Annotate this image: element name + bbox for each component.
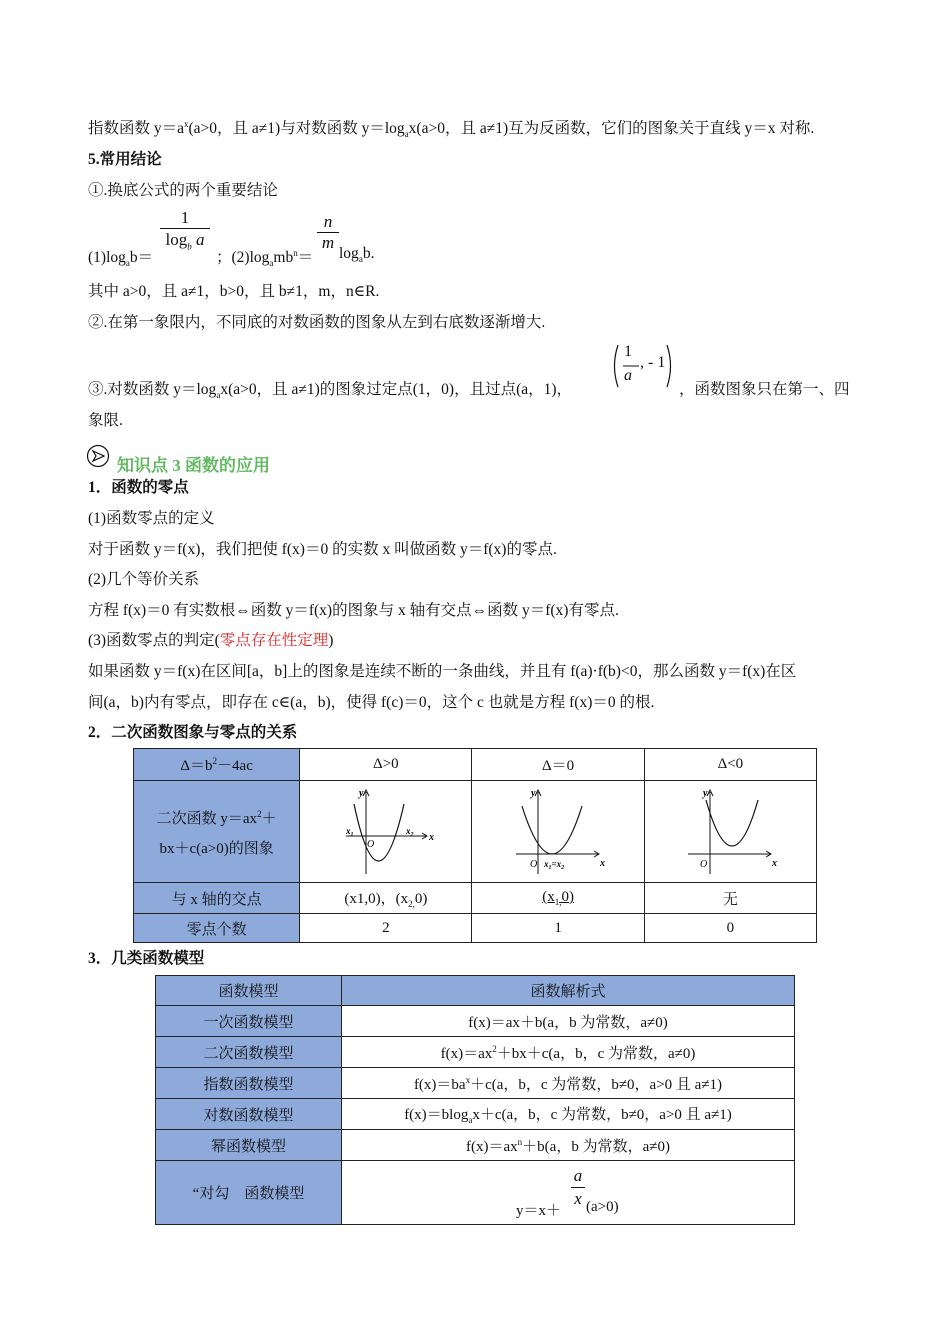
table-row bbox=[134, 883, 817, 914]
table-row bbox=[156, 1130, 795, 1161]
model-expression bbox=[342, 1161, 795, 1225]
table-row bbox=[156, 1006, 795, 1037]
model-name: 指数函数模型 bbox=[156, 1068, 342, 1099]
table-row bbox=[156, 976, 795, 1006]
table-row bbox=[156, 1037, 795, 1068]
text: 二次函数 y＝ax bbox=[156, 811, 258, 827]
denominator: x bbox=[574, 1188, 582, 1208]
formula-part-1 bbox=[88, 245, 153, 268]
text: ) bbox=[328, 632, 334, 649]
text: log bbox=[339, 245, 359, 262]
count-label: 零点个数 bbox=[134, 914, 300, 943]
sub: 2, bbox=[408, 899, 415, 909]
text: b. bbox=[362, 245, 375, 262]
zero-def-text: 对于函数 y＝f(x)，我们把使 f(x)＝0 的实数 x 叫做函数 y＝f(x)的零点. bbox=[88, 541, 557, 558]
text: bx＋c(a>0)的图象 bbox=[159, 841, 274, 857]
denominator: a bbox=[624, 367, 632, 384]
x-label: x bbox=[600, 857, 606, 869]
zero-theorem-title bbox=[88, 628, 333, 650]
sub: a bbox=[216, 390, 221, 401]
x1-label: $x_1$ bbox=[345, 825, 354, 838]
intersection-label: 与 x 轴的交点 bbox=[134, 883, 300, 914]
origin-label: O bbox=[366, 838, 375, 850]
text: f(x)＝ax bbox=[466, 1138, 518, 1155]
table-row bbox=[134, 781, 817, 883]
text: f(x)＝ax bbox=[440, 1045, 493, 1062]
sup: 2 bbox=[212, 756, 218, 766]
sub: b bbox=[187, 241, 192, 252]
text: (a>0，且 a≠1)与对数函数 y＝log bbox=[188, 120, 405, 137]
col-delta-negative: Δ<0 bbox=[644, 749, 816, 781]
text: a bbox=[195, 230, 205, 249]
numerator: 1 bbox=[180, 208, 190, 227]
count-zero: 0 bbox=[644, 914, 816, 943]
conclusion-3-tail: ，函数图象只在第一、四 bbox=[679, 381, 850, 398]
sub: a bbox=[404, 129, 409, 140]
x1-eq-x2-label: $x_1=x_2$ bbox=[544, 858, 565, 871]
graph-two-roots bbox=[300, 781, 472, 883]
text: ＋ bbox=[261, 811, 277, 827]
zero-def-title: (1)函数零点的定义 bbox=[88, 510, 215, 527]
formula-part-2 bbox=[216, 245, 313, 268]
conclusion-1-title: ①.换底公式的两个重要结论 bbox=[88, 182, 278, 199]
nike-expression bbox=[342, 1163, 794, 1223]
x-label: x bbox=[772, 857, 778, 869]
text: Δ＝b bbox=[180, 758, 213, 774]
text: m bbox=[273, 249, 286, 266]
model-name: “对勾 函数模型 bbox=[156, 1161, 342, 1225]
sub: a bbox=[125, 258, 130, 269]
x-label: x bbox=[428, 831, 434, 843]
heading-quadratic: 2．二次函数图象与零点的关系 bbox=[88, 724, 298, 741]
denominator bbox=[160, 228, 210, 251]
sup: 2 bbox=[257, 809, 262, 819]
model-name: 对数函数模型 bbox=[156, 1099, 342, 1130]
text: 指数函数 y＝a bbox=[88, 120, 185, 137]
header-expression: 函数解析式 bbox=[342, 976, 795, 1006]
sup: x bbox=[184, 118, 189, 129]
y-label: y bbox=[358, 787, 364, 799]
text: y＝x＋ bbox=[516, 1202, 562, 1219]
parabola-no-root-svg bbox=[680, 786, 780, 878]
text: f(x)＝blog bbox=[404, 1107, 469, 1123]
text: 0) bbox=[561, 889, 574, 905]
conclusion-2: ②.在第一象限内，不同底的对数函数的图象从左到右底数逐渐增大. bbox=[88, 314, 546, 331]
text: －4ac bbox=[217, 758, 253, 774]
text: 0) bbox=[414, 891, 428, 907]
graph-label bbox=[134, 781, 300, 883]
model-expression bbox=[342, 1099, 795, 1130]
heading-zero-points: 1．函数的零点 bbox=[88, 479, 189, 496]
sub: 1, bbox=[554, 897, 562, 907]
sup: n bbox=[293, 247, 298, 258]
fraction-1 bbox=[160, 208, 210, 251]
text: (x1,0)，(x bbox=[344, 891, 409, 907]
sub: a bbox=[358, 254, 363, 265]
table-row bbox=[134, 749, 817, 781]
text: f(x)＝ba bbox=[413, 1076, 466, 1093]
x2-label: $x_2$ bbox=[405, 825, 414, 838]
sub: a bbox=[468, 1115, 473, 1125]
delta-header bbox=[134, 749, 300, 781]
model-expression bbox=[342, 1130, 795, 1161]
graph-one-root bbox=[472, 781, 644, 883]
text: ；(2)log bbox=[216, 249, 270, 266]
graph-no-root bbox=[644, 781, 816, 883]
zero-theorem-text-2: 间(a，b)内有零点，即存在 c∈(a，b)，使得 f(c)＝0，这个 c 也就是方程 f(x)＝0 的根. bbox=[88, 694, 655, 711]
model-name: 一次函数模型 bbox=[156, 1006, 342, 1037]
intersection-two bbox=[300, 883, 472, 914]
text: b＝ bbox=[129, 249, 154, 266]
conclusion-3-end: 象限. bbox=[88, 412, 123, 429]
quadratic-table bbox=[133, 748, 817, 943]
denominator: m bbox=[317, 232, 339, 253]
fraction-2 bbox=[317, 212, 339, 253]
col-delta-zero: Δ＝0 bbox=[472, 749, 644, 781]
origin-label: O bbox=[700, 858, 708, 870]
equivalence-title: (2)几个等价关系 bbox=[88, 571, 200, 588]
count-one: 1 bbox=[472, 914, 644, 943]
model-name: 幂函数模型 bbox=[156, 1130, 342, 1161]
parabola-one-root-svg bbox=[508, 786, 608, 878]
knowledge-point-title: 知识点 3 函数的应用 bbox=[117, 456, 270, 475]
text: (a>0) bbox=[586, 1198, 619, 1215]
text: ＝ bbox=[297, 249, 314, 266]
sup: x bbox=[465, 1074, 471, 1085]
numerator: 1 bbox=[624, 343, 632, 360]
text: b bbox=[285, 249, 294, 266]
fraction-bar bbox=[571, 1187, 585, 1188]
text: x＋c(a，b，c 为常数，b≠0，a>0 且 a≠1) bbox=[472, 1107, 732, 1123]
arrow-circle-svg bbox=[86, 444, 112, 470]
section-title-conclusions: 5.常用结论 bbox=[88, 151, 162, 168]
sup: 2 bbox=[492, 1043, 497, 1054]
sup: n bbox=[517, 1136, 523, 1147]
conclusion-3 bbox=[88, 377, 572, 400]
table-row bbox=[134, 914, 817, 943]
text: (3)函数零点的判定( bbox=[88, 632, 220, 649]
text: , - 1 bbox=[640, 354, 666, 371]
model-name: 二次函数模型 bbox=[156, 1037, 342, 1068]
text: x(a>0，且 a≠1)的图象过定点(1，0)，且过点(a，1)， bbox=[220, 381, 573, 398]
text: (x bbox=[542, 889, 555, 905]
y-label: y bbox=[531, 787, 536, 799]
text: ＋c(a，b，c 为常数，b≠0，a>0 且 a≠1) bbox=[470, 1076, 723, 1093]
heading-function-models: 3．几类函数模型 bbox=[88, 950, 205, 967]
y-label: y bbox=[703, 787, 708, 799]
col-delta-positive: Δ>0 bbox=[300, 749, 472, 781]
equivalence-text: 方程 f(x)＝0 有实数根⇔函数 y＝f(x)的图象与 x 轴有交点⇔函数 y＝f(x)有零点. bbox=[88, 602, 619, 619]
model-expression: f(x)＝ax＋b(a，b 为常数，a≠0) bbox=[342, 1006, 795, 1037]
zero-theorem-text-1: 如果函数 y＝f(x)在区间[a，b]上的图象是连续不断的一条曲线，并且有 f(a)·f(b)<0，那么函数 y＝f(x)在区 bbox=[88, 663, 797, 680]
parabola-two-roots-svg bbox=[336, 786, 436, 878]
table-row bbox=[156, 1068, 795, 1099]
formula-part-3 bbox=[339, 245, 374, 264]
point-one-over-a bbox=[610, 342, 675, 390]
text: ＋bx＋c(a，b，c 为常数，a≠0) bbox=[496, 1045, 696, 1062]
function-models-table bbox=[155, 975, 795, 1225]
intersection-one bbox=[472, 883, 644, 914]
sub: a bbox=[269, 258, 274, 269]
theorem-name: 零点存在性定理 bbox=[219, 632, 329, 649]
numerator: a bbox=[573, 1165, 583, 1185]
model-expression bbox=[342, 1037, 795, 1068]
conclusion-1-note: 其中 a>0，且 a≠1，b>0，且 b≠1，m，n∈R. bbox=[88, 283, 380, 300]
text: (1)log bbox=[88, 249, 126, 266]
numerator: n bbox=[323, 212, 333, 231]
text: x(a>0，且 a≠1)互为反函数，它们的图象关于直线 y＝x 对称. bbox=[408, 120, 815, 137]
header-model: 函数模型 bbox=[156, 976, 342, 1006]
text: log bbox=[165, 230, 188, 249]
arrow-circle-icon bbox=[86, 444, 112, 470]
table-row bbox=[156, 1161, 795, 1225]
text: ＋b(a，b 为常数，a≠0) bbox=[522, 1138, 670, 1155]
model-expression bbox=[342, 1068, 795, 1099]
paragraph-inverse-functions bbox=[88, 116, 814, 139]
origin-label: O bbox=[530, 858, 538, 870]
intersection-none: 无 bbox=[644, 883, 816, 914]
text: ③.对数函数 y＝log bbox=[88, 381, 217, 398]
table-row bbox=[156, 1099, 795, 1130]
count-two: 2 bbox=[300, 914, 472, 943]
